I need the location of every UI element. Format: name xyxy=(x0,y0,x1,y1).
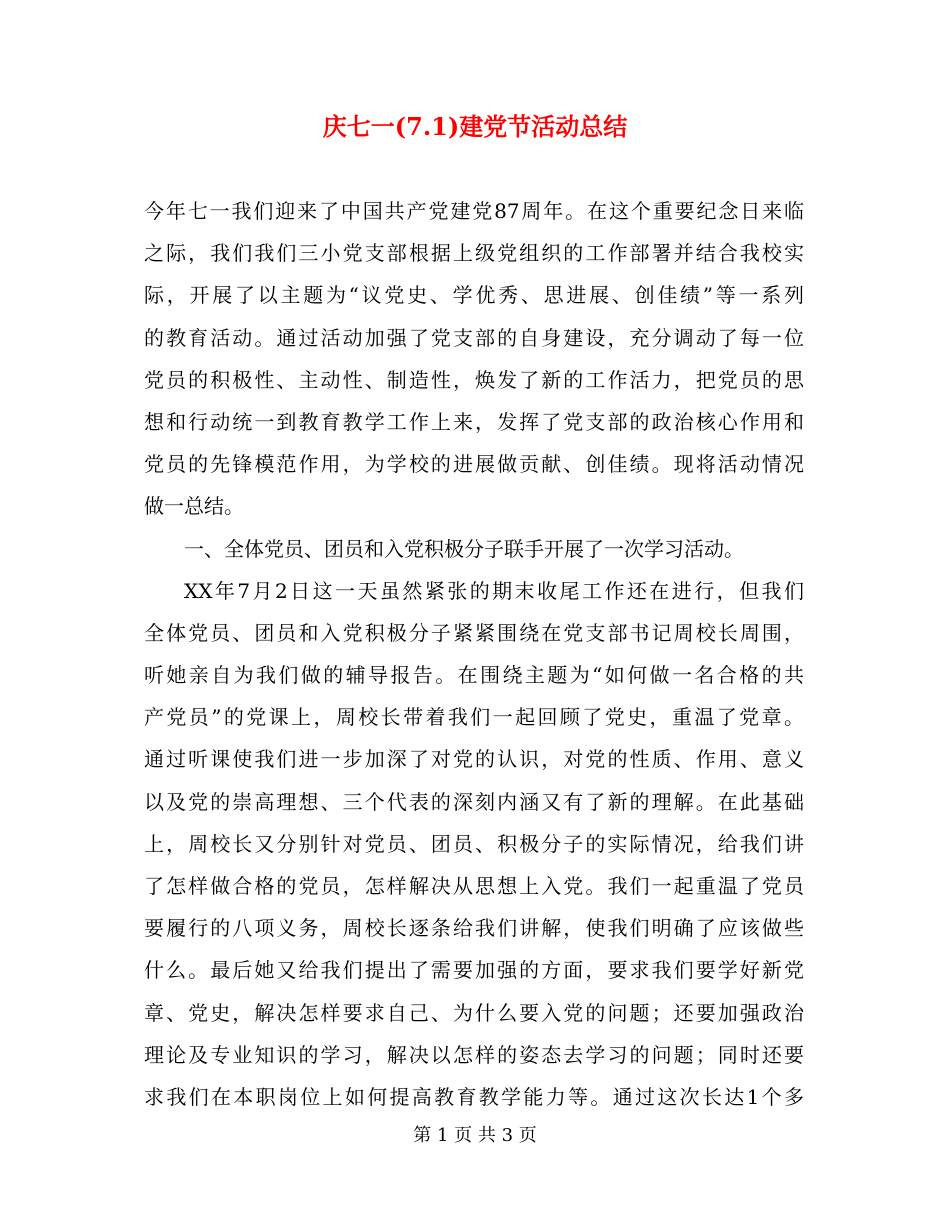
text-line: 党员的先锋模范作用，为学校的进展做贡献、创佳绩。现将活动情况 xyxy=(144,452,804,477)
text-line: XX年7月2日这一天虽然紧张的期末收尾工作还在进行，但我们 xyxy=(184,578,804,603)
text-line: 想和行动统一到教育教学工作上来，发挥了党支部的政治核心作用和 xyxy=(144,409,804,434)
document-body xyxy=(144,190,804,1118)
text-line: 今年七一我们迎来了中国共产党建党87周年。在这个重要纪念日来临 xyxy=(144,199,804,223)
page-footer: 第 1 页 共 3 页 xyxy=(413,1125,537,1146)
text-line: 要履行的八项义务，周校长逐条给我们讲解，使我们明确了应该做些 xyxy=(144,916,804,941)
text-line: 的教育活动。通过活动加强了党支部的自身建设，充分调动了每一位 xyxy=(144,325,804,350)
text-line: 章、党史，解决怎样要求自己、为什么要入党的问题；还要加强政治 xyxy=(144,1000,804,1025)
text-line: 做一总结。 xyxy=(144,494,244,519)
text-line: 听她亲自为我们做的辅导报告。在围绕主题为“如何做一名合格的共 xyxy=(144,663,804,688)
text-line: 上，周校长又分别针对党员、团员、积极分子的实际情况，给我们讲 xyxy=(144,831,804,856)
text-line: 理论及专业知识的学习，解决以怎样的姿态去学习的问题；同时还要 xyxy=(144,1042,804,1067)
text-line: 际，开展了以主题为“议党史、学优秀、思进展、创佳绩”等一系列 xyxy=(144,283,804,308)
text-line: 产党员”的党课上，周校长带着我们一起回顾了党史，重温了党章。 xyxy=(144,705,804,730)
text-line: 以及党的崇高理想、三个代表的深刻内涵又有了新的理解。在此基础 xyxy=(144,789,804,814)
section-heading: 一、全体党员、团员和入党积极分子联手开展了一次学习活动。 xyxy=(184,536,744,561)
text-line: 之际，我们我们三小党支部根据上级党组织的工作部署并结合我校实 xyxy=(144,241,804,266)
document-title: 庆七一(7.1)建党节活动总结 xyxy=(322,112,628,141)
text-line: 通过听课使我们进一步加深了对党的认识，对党的性质、作用、意义 xyxy=(144,747,804,772)
text-line: 党员的积极性、主动性、制造性，焕发了新的工作活力，把党员的思 xyxy=(144,367,804,392)
text-line: 了怎样做合格的党员，怎样解决从思想上入党。我们一起重温了党员 xyxy=(144,874,804,898)
text-line: 求我们在本职岗位上如何提高教育教学能力等。通过这次长达1个多 xyxy=(144,1084,804,1109)
text-line: 全体党员、团员和入党积极分子紧紧围绕在党支部书记周校长周围， xyxy=(144,620,804,645)
text-line: 什么。最后她又给我们提出了需要加强的方面，要求我们要学好新党 xyxy=(144,958,804,983)
